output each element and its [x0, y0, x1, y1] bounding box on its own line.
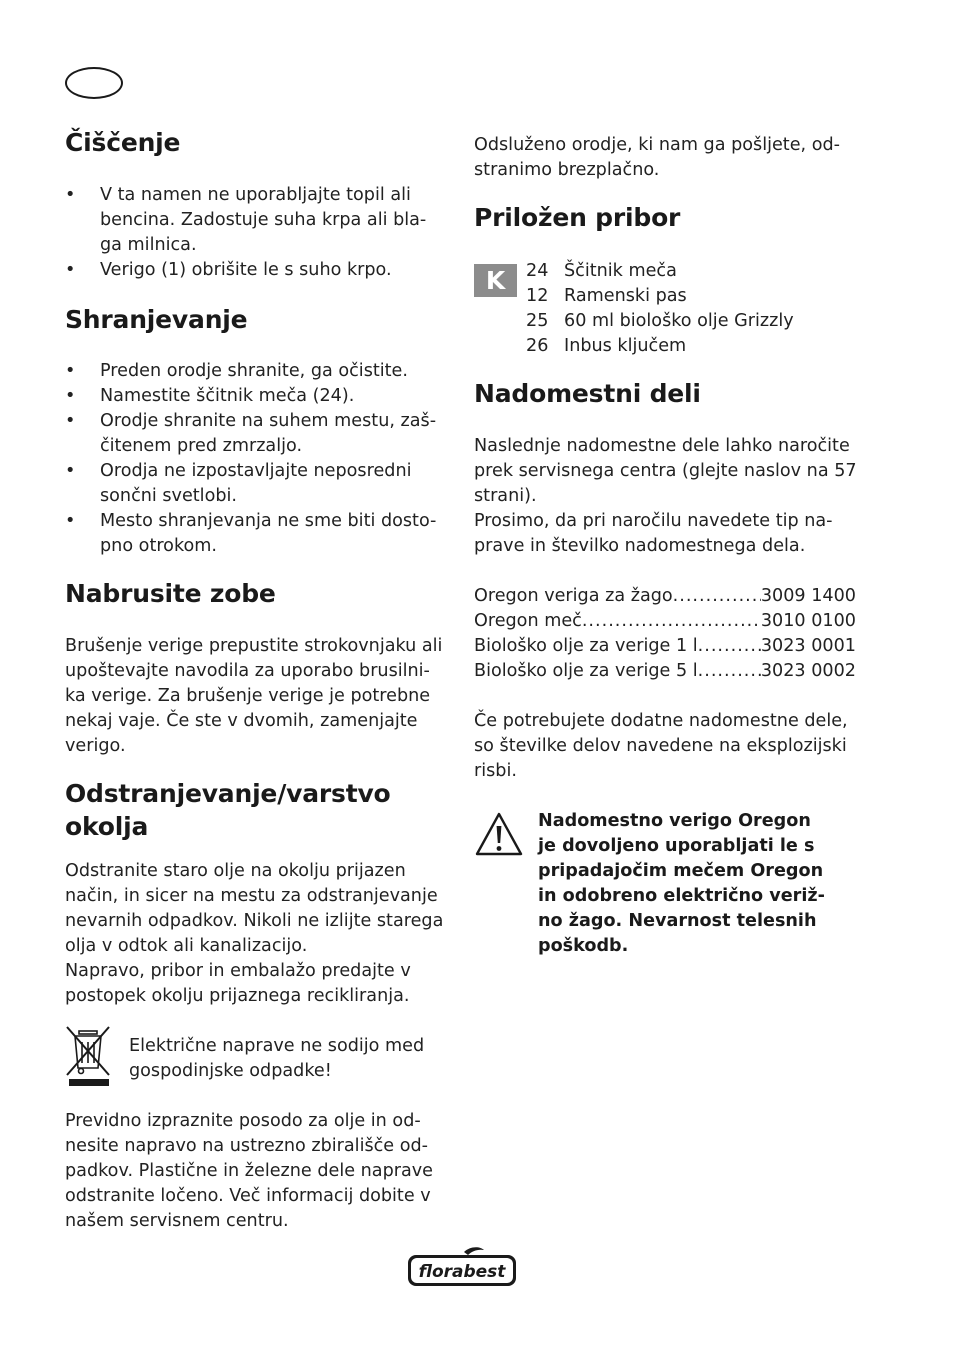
list-item: • V ta namen ne uporabljajte topil ali bencina. Zadostuje suha krpa ali bla- ga milnica. [65, 183, 450, 258]
accessories-heading: Priložen pribor [474, 203, 681, 232]
storage-heading: Shranjevanje [65, 305, 248, 334]
sharpen-heading: Nabrusite zobe [65, 579, 276, 608]
spare-parts-text: Naslednje nadomestne dele lahko naročite prek servisnega centra (glejte naslov na 57 strani). Prosimo, da pri naročilu navedete tip na- prave in številko nadomestnega dela. [474, 436, 857, 556]
list-item: • Namestite ščitnik meča (24). [65, 384, 450, 409]
list-item: • Mesto shranjevanja ne sme biti dosto- pno otrokom. [65, 509, 450, 559]
florabest-logo [406, 1246, 518, 1288]
spare-parts-heading: Nadomestni deli [474, 379, 701, 408]
accessories-list [526, 259, 794, 359]
disposal-heading: Odstranjevanje/varstvo okolja [65, 779, 391, 841]
warning-triangle-icon [474, 811, 524, 857]
table-row: Oregon meč ..... 3010 0100 [474, 609, 856, 634]
sharpen-text: Brušenje verige prepustite strokovnjaku ali upoštevajte navodila za uporabo brusilni- ka verige. Za brušenje verige je potrebne nekaj vaje. Če ste v dvomih, zamenjajte verigo. [65, 636, 443, 756]
spare-parts-more-text: Če potrebujete dodatne nadomestne dele, so številke delov navedene na eksplozijski risbi. [474, 711, 848, 781]
list-item: • Verigo (1) obrišite le s suho krpo. [65, 258, 450, 283]
disposal-continued-text: Odsluženo orodje, ki nam ga pošljete, od- stranimo brezplačno. [474, 135, 840, 180]
list-item: 25 60 ml biološko olje Grizzly [526, 311, 794, 331]
crossed-bin-icon [65, 1025, 113, 1087]
cleaning-heading: Čiščenje [65, 128, 181, 157]
list-item: • Orodja ne izpostavljajte neposredni sončni svetlobi. [65, 459, 450, 509]
table-row: Oregon veriga za žago ..... 3009 1400 [474, 584, 856, 609]
dot-leader [582, 609, 761, 634]
disposal-closing-text: Previdno izpraznite posodo za olje in od- nesite napravo na ustrezno zbirališče od- padkov. Plastične in železne dele naprave odstranite ločeno. Več informacij dobite v našem servisnem centru. [65, 1111, 433, 1231]
list-item: • Orodje shranite na suhem mestu, zaš- čitenem pred zmrzaljo. [65, 409, 450, 459]
spare-parts-list [474, 584, 856, 684]
warning-text: Nadomestno verigo Oregon je dovoljeno uporabljati le s pripadajočim mečem Oregon in odobreno električno veriž- no žago. Nevarnost telesnih poškodb. [538, 811, 825, 956]
table-row: Biološko olje za verige 5 l ..... 3023 0002 [474, 659, 856, 684]
list-item: 24 Ščitnik meča [526, 261, 677, 281]
list-item: 26 Inbus ključem [526, 336, 687, 356]
list-item: • Preden orodje shranite, ga očistite. [65, 359, 450, 384]
weee-note: Električne naprave ne sodijo med gospodinjske odpadke! [129, 1036, 425, 1081]
table-row: Biološko olje za verige 1 l ..... 3023 0001 [474, 634, 856, 659]
section-k-badge: K [474, 264, 517, 297]
storage-list [65, 359, 450, 559]
language-badge [65, 67, 123, 99]
dot-leader [673, 584, 761, 609]
dot-leader [698, 659, 761, 684]
disposal-text: Odstranite staro olje na okolju prijazen način, in sicer na mestu za odstranjevanje nevarnih odpadkov. Nikoli ne izlijte starega olja v odtok ali kanalizacijo. Napravo, pribor in embalažo predajte v postopek okolju prijaznega recikliranja. [65, 861, 444, 1006]
list-item: 12 Ramenski pas [526, 286, 687, 306]
cleaning-list [65, 183, 450, 283]
dot-leader [698, 634, 761, 659]
logo-text: florabest [418, 1262, 506, 1282]
